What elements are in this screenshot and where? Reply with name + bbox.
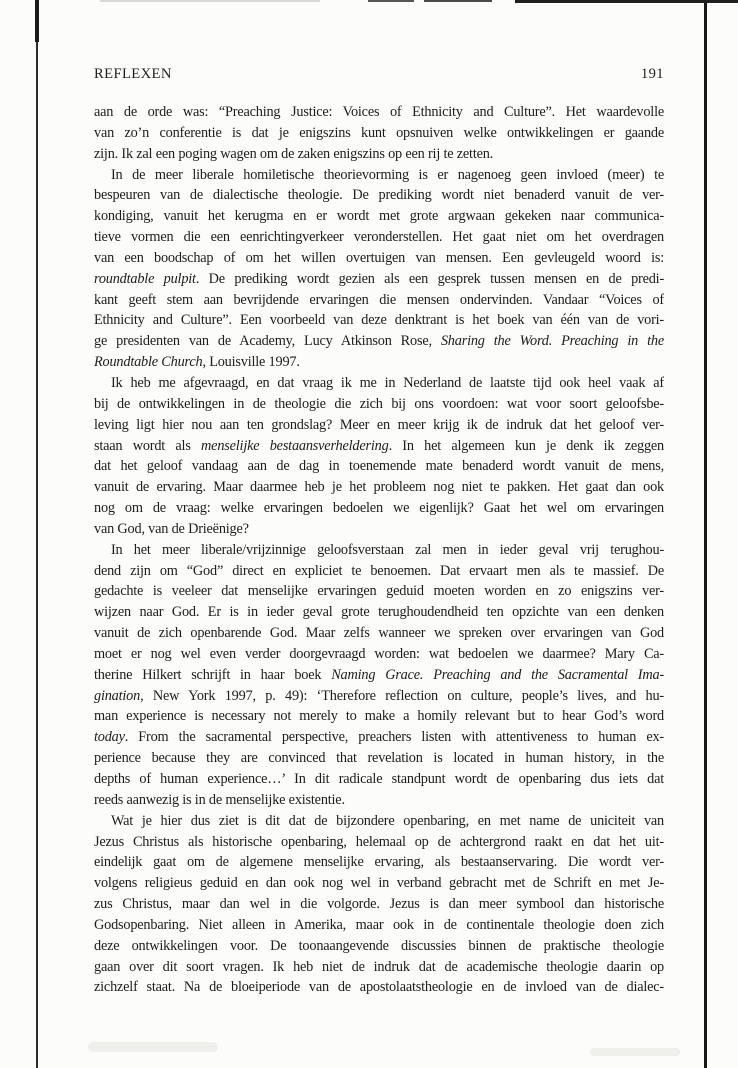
- text-line: [94, 644, 664, 665]
- text-run: eindelijk gaat om de algemene menselijke ervaring, als bestaanservaring. Die wordt ver-: [94, 854, 664, 871]
- text-run: ge presidenten van de Academy, Lucy Atkinson Rose,: [94, 333, 441, 350]
- text-run: vanuit de zich openbarende God. Maar zelfs wanneer we spreken over ervaringen van God: [94, 625, 664, 642]
- text-run: , New York 1997, p. 49): ‘Therefore reflection on culture, people’s lives, and hu-: [140, 687, 664, 704]
- text-line: [94, 165, 664, 186]
- text-run: depths of human experience…’ In dit radicale standpunt wordt de openbaring dus iets dat: [94, 771, 664, 787]
- text-line: [94, 852, 664, 873]
- scan-border-left-line: [36, 0, 38, 1068]
- text-line: [94, 623, 664, 644]
- text-line: [94, 957, 664, 978]
- text-line: [94, 102, 664, 123]
- text-run: therine Hilkert schrijft in haar boek: [94, 666, 332, 683]
- text-run: . De prediking wordt gezien als een gesprek tussen mensen en de predi-: [195, 270, 664, 287]
- text-line: [94, 915, 664, 936]
- text-run: In de meer liberale homiletische theorievorming is er nagenoeg geen invloed (meer) te: [111, 166, 664, 183]
- italic-text-run: gination: [94, 687, 141, 704]
- text-run: deze ontwikkelingen voor. De toonaangevende discussies binnen de praktische theologie: [94, 937, 664, 954]
- text-run: Wat je hier dus ziet is dit dat de bijzondere openbaring, en met name de uniciteit van: [111, 812, 664, 829]
- text-line: [94, 748, 664, 769]
- text-run: nog om de vraag: welke ervaringen bedoelen we eigenlijk? Gaat het wel om ervaringen: [94, 500, 664, 517]
- text-run: Jezus Christus als historische openbaring, helemaal op de achtergrond raakt en dat het uit-: [94, 833, 664, 850]
- text-run: tieve vormen die een eenrichtingverkeer veronderstellen. Het gaat niet om het overdragen: [94, 229, 664, 246]
- scan-border-right-line: [704, 0, 707, 1068]
- text-run: gedachte is veeleer dat menselijke ervaringen geduid moeten worden en zo enigszins ver-: [94, 583, 664, 600]
- italic-text-run: Naming Grace. Preaching and the Sacramental Ima-: [331, 666, 664, 683]
- text-run: wijzen naar God. Er is in ieder geval grote terughoudendheid ten opzichte van een denken: [94, 604, 664, 621]
- italic-text-run: today: [94, 729, 125, 746]
- text-run: zus Christus, maar dan wel in die volgorde. Jezus is dan meer symbool dan historische: [94, 896, 664, 913]
- text-run: zijn. Ik zal een poging wagen om de zaken enigszins op een rij te zetten.: [94, 145, 494, 162]
- text-line: [94, 498, 664, 519]
- scan-top-edge-mark: [424, 0, 492, 2]
- text-run: . From the sacramental perspective, preachers listen with attentiveness to human ex-: [124, 729, 664, 746]
- scan-top-edge-mark: [368, 0, 414, 2]
- text-run: dat het geloof vandaag aan de dag in toenemende mate benaderd wordt vanuit de mens,: [94, 458, 664, 475]
- text-run: In het meer liberale/vrijzinnige geloofsverstaan zal men in ieder geval vrij terughou-: [111, 541, 664, 558]
- text-run: dend zijn om “God” direct en expliciet te benoemen. Dat ervaart men als te massief. De: [94, 562, 664, 579]
- text-line: [94, 706, 664, 727]
- text-run: bij de ontwikkelingen in de theologie die zich bij ons voordoen: wat voor soort geloofsbe-: [94, 395, 664, 412]
- text-run: kondiging, vanuit het kerugma en er wordt met grote argwaan gekeken naar communica-: [94, 208, 664, 225]
- text-line: [94, 185, 664, 206]
- text-line: [94, 331, 664, 352]
- text-line: [94, 477, 664, 498]
- text-run: , Louisville 1997.: [202, 354, 300, 371]
- scan-border-left-cap: [35, 0, 39, 42]
- text-run: van zo’n conferentie is dat je enigszins kunt opsnuiven welke ontwikkelingen er gaande: [94, 124, 664, 141]
- text-run: Godsopenbaring. Niet alleen in Amerika, maar ook in de continentale theologie doen zich: [94, 916, 664, 933]
- running-head: [94, 66, 664, 83]
- journal-section-title: REFLEXEN: [94, 66, 172, 82]
- text-line: [94, 727, 664, 748]
- text-line: [94, 310, 664, 331]
- text-run: vanuit de ervaring. Maar daarmee heb je het probleem nog niet te pakken. Het gaat dan ook: [94, 479, 664, 496]
- italic-text-run: Roundtable Church: [94, 354, 203, 371]
- text-run: . In het algemeen kun je denk ik zeggen: [388, 437, 664, 454]
- text-run: reeds aanwezig is in de menselijke existentie.: [94, 791, 345, 808]
- text-line: [94, 665, 664, 686]
- text-line: [94, 540, 664, 561]
- text-line: [94, 790, 664, 811]
- text-line: [94, 394, 664, 415]
- page-number: 191: [640, 66, 664, 82]
- scan-top-edge-mark: [100, 0, 320, 2]
- italic-text-run: roundtable pulpit: [94, 270, 196, 287]
- text-line: [94, 415, 664, 436]
- text-run: leving ligt hier nou aan ten grondslag? Meer en meer krijg ik de indruk dat het geloof ver-: [94, 416, 664, 433]
- page-body: [94, 102, 664, 998]
- text-line: [94, 769, 664, 790]
- text-run: van een boodschap of om het willen overtuigen van mensen. Een gevleugeld woord is:: [94, 249, 664, 266]
- text-line: [94, 832, 664, 853]
- italic-text-run: Sharing the Word. Preaching in the: [440, 333, 664, 350]
- text-line: [94, 206, 664, 227]
- text-line: [94, 248, 664, 269]
- text-run: kant geeft stem aan bevrijdende ervaringen die mensen ondervinden. Vandaar “Voices of: [94, 291, 664, 308]
- text-line: [94, 290, 664, 311]
- text-run: perience because they are convinced that revelation is located in human history, in the: [94, 750, 664, 767]
- text-line: [94, 561, 664, 582]
- italic-text-run: menselijke bestaansverheldering: [201, 437, 389, 454]
- text-run: man experience is necessary not merely to make a homily relevant but to hear God’s word: [94, 708, 664, 725]
- text-line: [94, 873, 664, 894]
- text-run: gaan over dit soort vragen. Ik heb niet de indruk dat de academische theologie daarin op: [94, 958, 664, 975]
- text-line: [94, 519, 664, 540]
- text-run: aan de orde was: “Preaching Justice: Voices of Ethnicity and Culture”. Het waardevolle: [94, 104, 664, 120]
- text-line: [94, 602, 664, 623]
- text-line: [94, 269, 664, 290]
- text-run: Ethnicity and Culture”. Een voorbeeld van deze denktrant is het boek van één van de vori-: [94, 312, 664, 329]
- text-line: [94, 581, 664, 602]
- text-line: [94, 977, 664, 998]
- text-line: [94, 894, 664, 915]
- text-line: [94, 373, 664, 394]
- scan-smudge: [88, 1042, 218, 1052]
- text-line: [94, 436, 664, 457]
- text-run: moet er nog wel even verder doorgevraagd worden: wat bedoelen we daarmee? Mary Ca-: [94, 645, 664, 662]
- text-line: [94, 352, 664, 373]
- text-line: [94, 456, 664, 477]
- text-run: Ik heb me afgevraagd, en dat vraag ik me in Nederland de laatste tijd ook heel vaak af: [111, 374, 664, 391]
- text-line: [94, 686, 664, 707]
- text-run: staan wordt als: [94, 437, 202, 454]
- text-line: [94, 123, 664, 144]
- text-line: [94, 811, 664, 832]
- text-run: bespeuren van de dialectische theologie. De prediking wordt niet benaderd vanuit de ver-: [94, 187, 664, 204]
- text-run: zichzelf staat. Na de bloeiperiode van de apostolaatstheologie en de invloed van de dialec-: [94, 979, 664, 996]
- scan-smudge: [590, 1048, 680, 1056]
- text-line: [94, 227, 664, 248]
- text-run: volgens religieus geduid en dan ook nog wel in verband gebracht met de Schrift en met Je-: [94, 875, 664, 892]
- scan-top-edge-mark: [515, 0, 738, 3]
- text-line: [94, 936, 664, 957]
- text-run: van God, van de Drieënige?: [94, 520, 249, 537]
- text-line: [94, 144, 664, 165]
